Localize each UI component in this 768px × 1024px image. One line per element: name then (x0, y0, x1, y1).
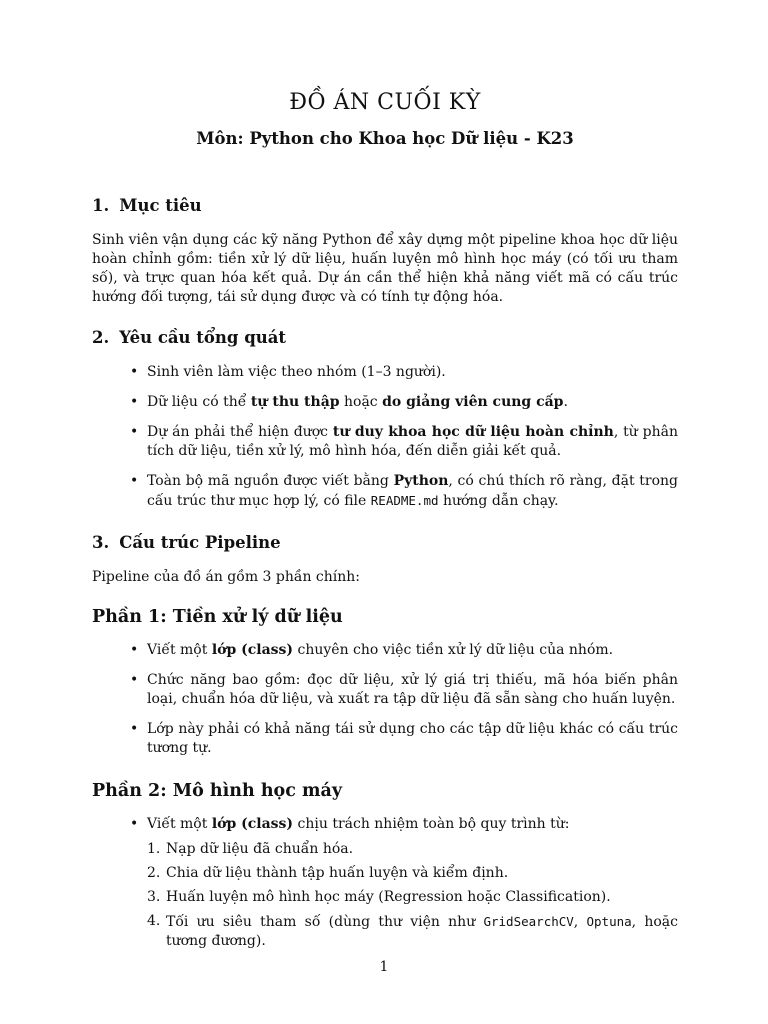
document-title: ĐỒ ÁN CUỐI KỲ (289, 90, 481, 115)
section-title: Cấu trúc Pipeline (119, 533, 281, 552)
section-title: Mục tiêu (119, 196, 202, 215)
step-item: 4. Tối ưu siêu tham số (dùng thư viện như GridSearchCV, Optuna, hoặc tương đương). (147, 913, 678, 949)
list-item: • Dự án phải thể hiện được tư duy khoa học dữ liệu hoàn chỉnh, từ phân tích dữ liệu, tiền xử lý, mô hình hóa, đến diễn giải kết quả. (92, 423, 678, 461)
section-heading-requirements (92, 327, 678, 349)
list-item: • Viết một lớp (class) chuyên cho việc tiền xử lý dữ liệu của nhóm. (92, 641, 678, 660)
section-title: Yêu cầu tổng quát (119, 328, 287, 347)
part2-heading: Phần 2: Mô hình học máy (92, 781, 342, 801)
step-item: 1. Nạp dữ liệu đã chuẩn hóa. (147, 841, 354, 857)
part2-list (92, 815, 678, 951)
list-item: • Lớp này phải có khả năng tái sử dụng cho các tập dữ liệu khác có cấu trúc tương tự. (92, 720, 678, 758)
list-item: • Chức năng bao gồm: đọc dữ liệu, xử lý giá trị thiếu, mã hóa biến phân loại, chuẩn hóa dữ liệu, và xuất ra tập dữ liệu đã sẵn sàng cho huấn luyện. (92, 671, 678, 709)
step-item: 2. Chia dữ liệu thành tập huấn luyện và kiểm định. (147, 865, 509, 881)
part1-list (92, 641, 678, 758)
part1-heading: Phần 1: Tiền xử lý dữ liệu (92, 607, 343, 627)
requirements-list (92, 363, 678, 511)
list-item: • Dữ liệu có thể tự thu thập hoặc do giảng viên cung cấp. (92, 393, 678, 412)
pipeline-intro: Pipeline của đồ án gồm 3 phần chính: (92, 569, 361, 585)
step-item: 3. Huấn luyện mô hình học máy (Regression hoặc Classification). (147, 889, 611, 905)
section-heading-pipeline (92, 532, 678, 554)
document-page (92, 88, 678, 962)
list-item: • Sinh viên làm việc theo nhóm (1–3 người). (92, 363, 678, 382)
objective-paragraph: Sinh viên vận dụng các kỹ năng Python để xây dựng một pipeline khoa học dữ liệu hoàn chỉnh gồm: tiền xử lý dữ liệu, huấn luyện mô hình học máy (có tối ưu tham số), và trực quan hóa kết quả. Dự án cần thể hiện khả năng viết mã có cấu trúc hướng đối tượng, tái sử dụng được và có tính tự động hóa. (92, 232, 678, 305)
section-heading-objective (92, 195, 678, 217)
section-number: 3. (92, 533, 110, 552)
document-subtitle: Môn: Python cho Khoa học Dữ liệu - K23 (196, 129, 574, 148)
page-number: 1 (379, 959, 389, 975)
part2-steps (92, 840, 678, 951)
section-number: 2. (92, 328, 110, 347)
section-number: 1. (92, 196, 110, 215)
list-item: • Viết một lớp (class) chịu trách nhiệm toàn bộ quy trình từ: 1. Nạp dữ liệu đã chuẩn hóa. 2. Chia dữ liệu thành tập huấn luyện và kiểm định. 3. Huấn luyện mô hình học máy (Regression hoặc Classification). 4. Tối ưu siêu tham số (dùng thư viện như GridSearchCV, Optuna, hoặc tương đương). (92, 815, 678, 951)
list-item: • Toàn bộ mã nguồn được viết bằng Python, có chú thích rõ ràng, đặt trong cấu trúc thư mục hợp lý, có file README.md hướng dẫn chạy. (92, 472, 678, 511)
